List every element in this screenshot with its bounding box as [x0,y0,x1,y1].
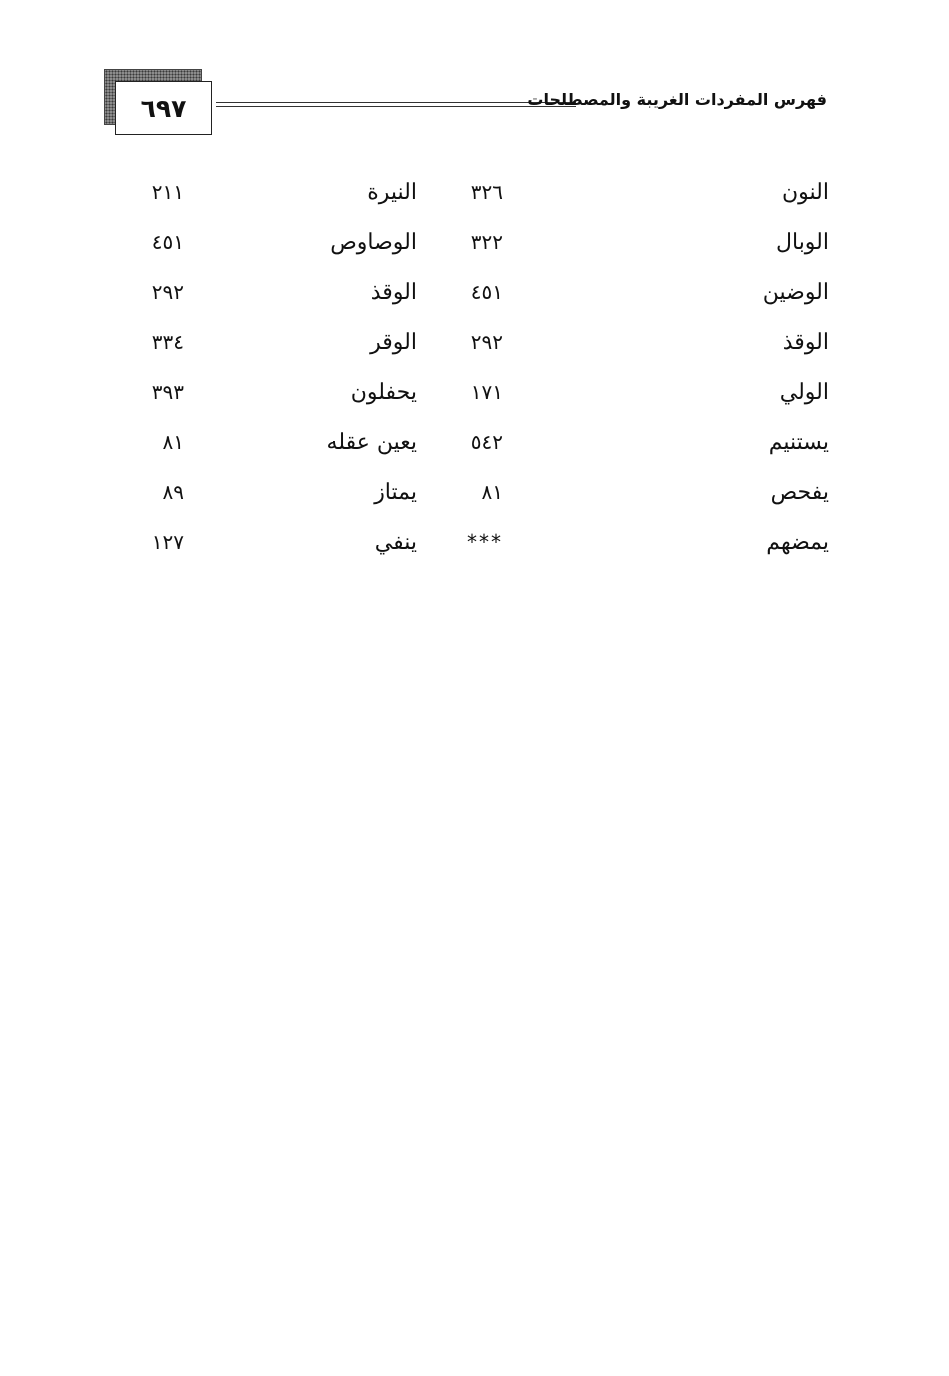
index-page-number: ٢٩٢ [151,280,184,304]
index-term: يعين عقله [326,430,417,455]
index-term: يحفلون [350,380,417,405]
index-page-number: ٨١ [162,430,184,454]
page-number-badge [104,69,212,135]
index-page-number: ٤٥١ [151,230,184,254]
index-term: يمتاز [374,480,417,505]
index-term: الوقر [370,330,417,355]
index-list [0,172,949,572]
index-term: يفحص [770,480,829,505]
index-row [0,272,949,322]
index-term: الوقذ [782,330,829,355]
index-row [0,322,949,372]
index-term: يستنيم [768,430,829,455]
index-page-number: ٣٢٦ [470,180,503,204]
index-page-number: ١٧١ [470,380,503,404]
index-term: الوقذ [370,280,417,305]
header-rule [216,102,576,107]
index-term: يمضهم [766,530,829,555]
index-term: الوبال [776,230,829,255]
index-page-number: ٨١ [481,480,503,504]
index-page-number: ٣٩٣ [151,380,184,404]
index-row [0,172,949,222]
running-header-title: فهرس المفردات الغريبة والمصطلحات [527,90,827,109]
index-page-number: ٣٣٤ [151,330,184,354]
index-page-number: ٢٩٢ [470,330,503,354]
index-row [0,472,949,522]
index-page-number: *** [467,530,503,554]
index-page-number: ٢١١ [151,180,184,204]
index-row [0,222,949,272]
index-row [0,422,949,472]
index-page-number: ٣٢٢ [470,230,503,254]
index-row [0,372,949,422]
index-term: الوضين [762,280,829,305]
index-page-number: ١٢٧ [151,530,184,554]
index-term: ينفي [374,530,417,555]
index-page-number: ٨٩ [162,480,184,504]
index-page-number: ٤٥١ [470,280,503,304]
page-number: ٦٩٧ [115,81,212,135]
index-term: الولي [779,380,829,405]
index-row [0,522,949,572]
index-term: النون [782,180,829,205]
index-term: الوصاوص [330,230,417,255]
index-page-number: ٥٤٢ [470,430,503,454]
index-term: النيرة [367,180,417,205]
